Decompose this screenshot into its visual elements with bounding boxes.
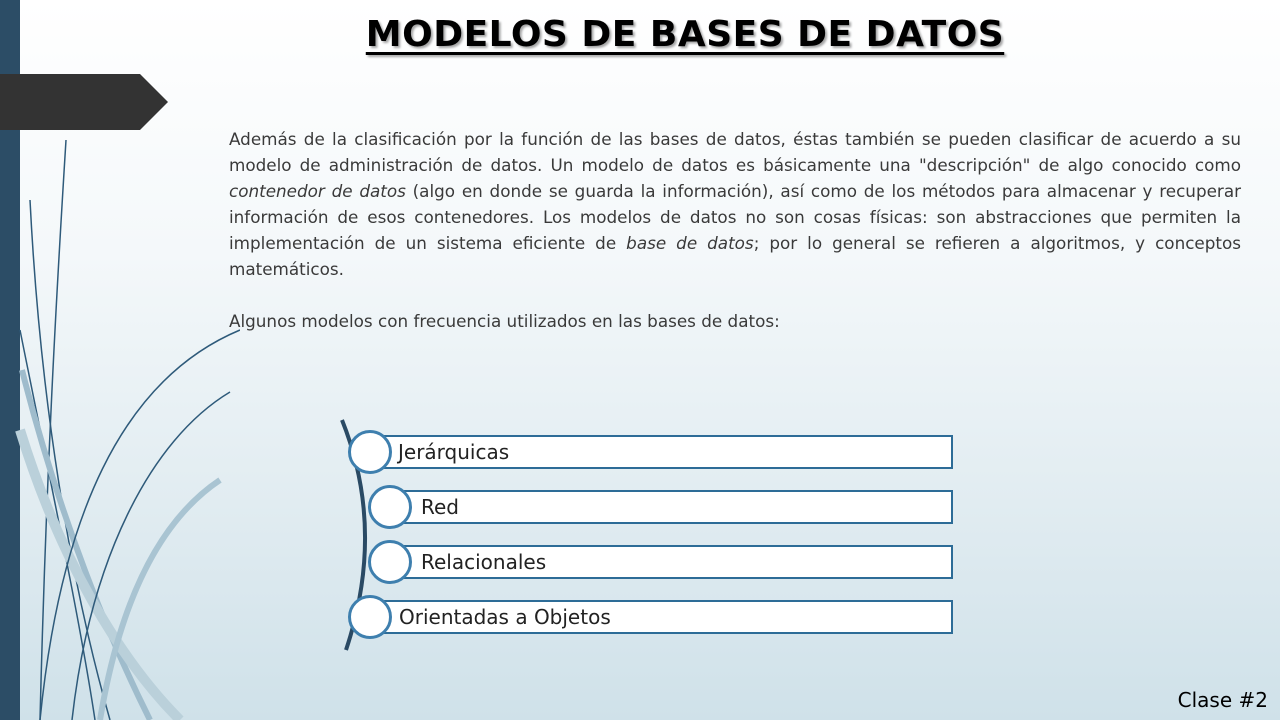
bullet-circle-icon xyxy=(348,430,392,474)
body-text xyxy=(229,126,1241,334)
models-diagram xyxy=(330,410,970,660)
footer-class-label: Clase #2 xyxy=(1177,688,1268,712)
header-accent-tab xyxy=(0,74,170,130)
model-label: Red xyxy=(421,495,459,519)
bullet-circle-icon xyxy=(348,595,392,639)
model-label: Orientadas a Objetos xyxy=(399,605,611,629)
model-item-orientadas-a-objetos xyxy=(372,600,953,634)
model-item-red xyxy=(392,490,953,524)
model-label: Jerárquicas xyxy=(398,440,510,464)
bullet-circle-icon xyxy=(368,485,412,529)
intro-paragraph: Además de la clasificación por la función de las bases de datos, éstas también se pueden clasificar de acuerdo a su modelo de administración de datos. Un modelo de datos es básicamente una "descripción" de algo conocido como contenedor de datos (algo en donde se guarda la información), así como de los métodos para almacenar y recuperar información de esos contenedores. Los modelos de datos no son cosas físicas: son abstracciones que permiten la implementación de un sistema eficiente de base de datos; por lo general se refieren a algoritmos, y conceptos matemáticos. xyxy=(229,129,1242,279)
slide-title: MODELOS DE BASES DE DATOS xyxy=(365,14,1005,55)
model-label: Relacionales xyxy=(421,550,547,574)
bullet-circle-icon xyxy=(368,540,412,584)
models-intro: Algunos modelos con frecuencia utilizados en las bases de datos: xyxy=(229,311,780,331)
model-item-jerarquicas xyxy=(372,435,953,469)
model-item-relacionales xyxy=(392,545,953,579)
